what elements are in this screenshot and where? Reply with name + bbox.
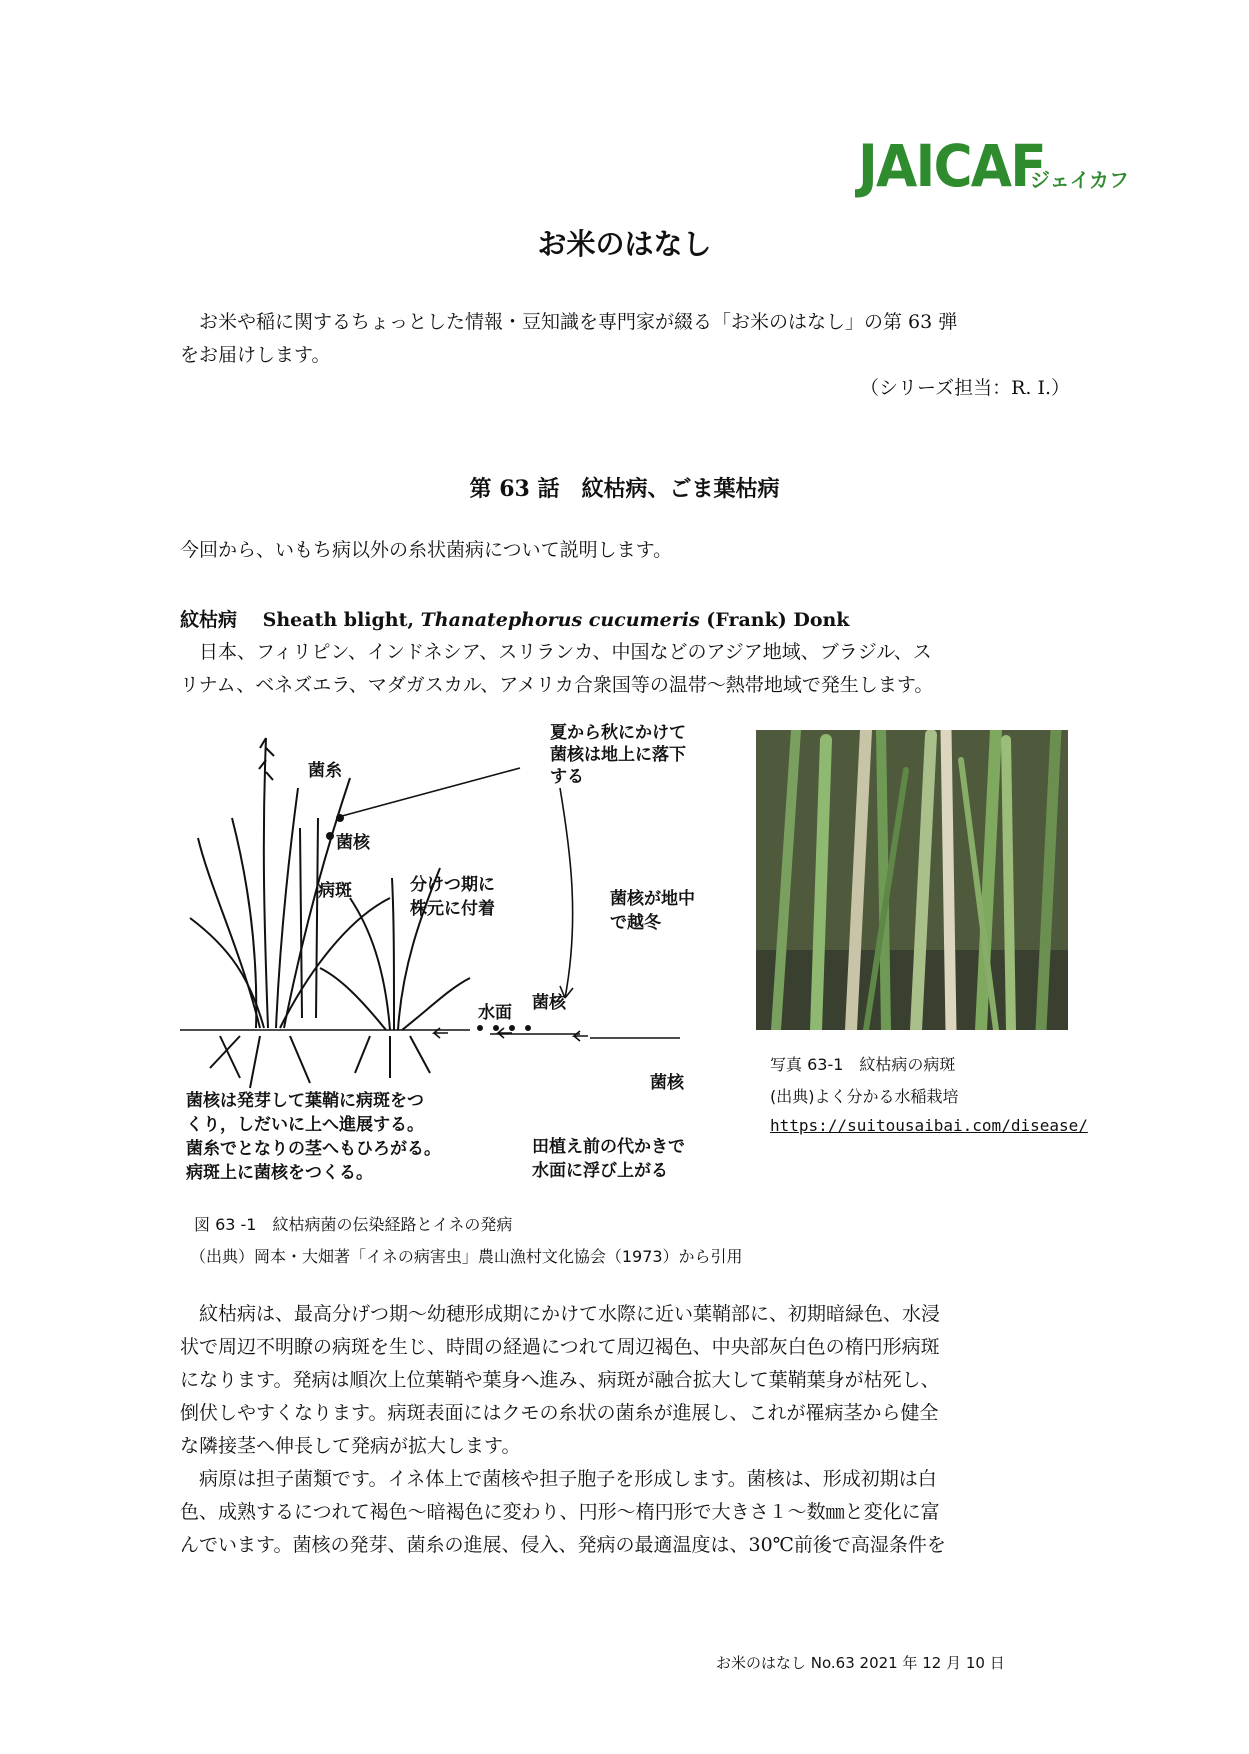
intro-line-1: お米や稲に関するちょっとした情報・豆知識を専門家が綴る「お米のはなし」の第 63 弾	[199, 311, 958, 333]
label-hyphae: 菌糸	[308, 761, 342, 781]
species-name: Thanatephorus cucumeris	[420, 609, 700, 631]
label-sclerotium-top: 菌核	[336, 833, 370, 853]
label-sclerotium-bottom: 菌核	[650, 1073, 684, 1093]
jaicaf-logo	[858, 130, 1128, 202]
label-left-note-3: 菌糸でとなりの茎へもひろがる。	[186, 1139, 441, 1159]
body-line-1: 紋枯病は、最高分げつ期～幼穂形成期にかけて水際に近い葉鞘部に、初期暗緑色、水浸	[180, 1303, 941, 1325]
body-line-2: 状で周辺不明瞭の病斑を生じ、時間の経過につれて周辺褐色、中央部灰白色の楕円形病斑	[180, 1336, 940, 1358]
lead-text: 今回から、いもち病以外の糸状菌病について説明します。	[180, 539, 673, 561]
label-water-surface: 水面	[478, 1003, 512, 1023]
body-line-7: 色、成熟するにつれて褐色～暗褐色に変わり、円形～楕円形で大きさ１～数㎜と変化に富	[180, 1501, 940, 1523]
page-footer: お米のはなし No.63 2021 年 12 月 10 日	[716, 1654, 1005, 1672]
photo-source: (出典)よく分かる水稲栽培	[770, 1087, 959, 1106]
intro-line-2: をお届けします。	[180, 344, 331, 366]
photo-source-link[interactable]: https://suitousaibai.com/disease/	[770, 1116, 1088, 1135]
infection-cycle-figure	[180, 718, 750, 1198]
page-title: お米のはなし	[537, 227, 712, 261]
body-line-6: 病原は担子菌類です。イネ体上で菌核や担子胞子を形成します。菌核は、形成初期は白	[180, 1468, 937, 1490]
episode-title: 第 63 話 紋枯病、ごま葉枯病	[469, 476, 780, 502]
label-summer-1: 夏から秋にかけて	[550, 723, 686, 743]
logo-main-text: JAICAF	[858, 132, 1045, 200]
label-overwinter-2: で越冬	[610, 913, 661, 933]
body-line-5: な隣接茎へ伸長して発病が拡大します。	[180, 1435, 521, 1457]
label-right-note-1: 田植え前の代かきで	[532, 1137, 685, 1157]
label-tillering-1: 分けつ期に	[410, 875, 495, 895]
species-author: (Frank) Donk	[706, 609, 850, 631]
section-line-2: リナム、ベネズエラ、マダガスカル、アメリカ合衆国等の温帯～熱帯地域で発生します。	[180, 674, 934, 696]
figure-source: （出典）岡本・大畑著「イネの病害虫」農山漁村文化協会（1973）から引用	[190, 1247, 743, 1266]
section-heading	[180, 605, 849, 632]
label-left-note-2: くり，しだいに上へ進展する。	[186, 1115, 424, 1135]
logo-kana-text: ジェイカフ	[1030, 168, 1129, 192]
section-heading-jp: 紋枯病	[180, 609, 238, 631]
label-left-note-4: 病斑上に菌核をつくる。	[186, 1163, 373, 1183]
body-line-8: んでいます。菌核の発芽、菌糸の進展、侵入、発病の最適温度は、30℃前後で高湿条件を	[180, 1534, 946, 1556]
figure-caption: 図 63 -1 紋枯病菌の伝染経路とイネの発病	[194, 1215, 513, 1234]
label-lesion: 病斑	[318, 881, 352, 901]
label-tillering-2: 株元に付着	[410, 899, 495, 919]
label-summer-2: 菌核は地上に落下	[550, 745, 686, 765]
section-heading-en: Sheath blight,	[262, 609, 414, 631]
sheath-blight-photo	[756, 730, 1068, 1030]
label-summer-3: する	[550, 767, 584, 787]
label-overwinter-1: 菌核が地中	[610, 889, 695, 909]
body-line-3: になります。発病は順次上位葉鞘や葉身へ進み、病斑が融合拡大して葉鞘葉身が枯死し、	[180, 1369, 940, 1391]
series-credit: （シリーズ担当：R. I.）	[860, 377, 1070, 399]
label-left-note-1: 菌核は発芽して葉鞘に病斑をつ	[186, 1091, 424, 1111]
section-line-1: 日本、フィリピン、インドネシア、スリランカ、中国などのアジア地域、ブラジル、ス	[180, 641, 932, 663]
photo-caption: 写真 63-1 紋枯病の病斑	[770, 1055, 956, 1074]
body-line-4: 倒伏しやすくなります。病斑表面にはクモの糸状の菌糸が進展し、これが罹病茎から健全	[180, 1402, 939, 1424]
label-sclerotium-mid: 菌核	[532, 993, 566, 1013]
label-right-note-2: 水面に浮び上がる	[532, 1161, 668, 1181]
